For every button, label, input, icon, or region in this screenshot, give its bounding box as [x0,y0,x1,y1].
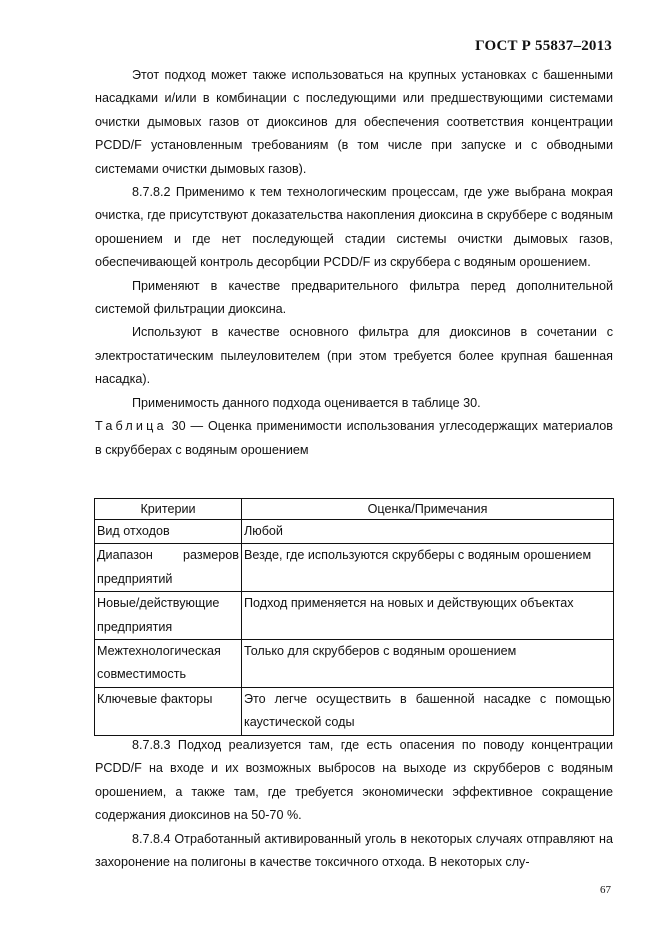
table-cell-criterion: Новые/действующие предприятия [95,592,242,640]
criterion-word: предприятий [97,571,173,586]
paragraph: 8.7.8.3 Подход реализуется там, где есть опасения по поводу концентрации PCDD/F на входе и их возможных выбросов на выходе из скрубберов с водяным орошением, а также там, где требуется экономически эффективное сокращение содержания диоксинов на 50-70 %. [95,738,613,823]
table-cell-note: Любой [242,520,614,544]
paragraph: Этот подход может также использоваться на крупных установках с башенными насадками и/или в комбинации с последующими или предшествующими системами очистки дымовых газов от диоксинов для обеспечения соответствия концентрации PCDD/F установленным требованиям (в том числе при запуске и с обводными системами очистки дымовых газов). [95,68,613,176]
table-header-row [95,499,614,520]
table-cell-note: Это легче осуществить в башенной насадке с помощью каустической соды [242,687,614,735]
table-cell-criterion: Вид отходов [95,520,242,544]
table-row [95,687,614,735]
criterion-line [97,544,239,567]
document-header: ГОСТ Р 55837–2013 [475,38,612,54]
table-caption [95,415,613,462]
table-cell-note: Подход применяется на новых и действующих объектах [242,592,614,640]
paragraph: Применимость данного подхода оценивается в таблице 30. [132,395,481,410]
table-cell-criterion: Межтехнологическая совместимость [95,640,242,688]
paragraph: 8.7.8.2 Применимо к тем технологическим процессам, где уже выбрана мокрая очистка, где присутствуют доказательства накопления диоксина в скруббере с водяным орошением и где нет последующей стадии системы очистки дымовых газов, обеспечивающей контроль десорбции PCDD/F из скруббера с водяным орошением. [95,185,613,270]
table-row [95,544,614,592]
table-header-notes: Оценка/Примечания [242,499,614,520]
body-text-top [95,64,613,462]
table-cell-note: Только для скрубберов с водяным орошением [242,640,614,688]
table-caption-word: Таблица [95,419,167,434]
table-row [95,640,614,688]
evaluation-table [94,498,614,736]
table-row [95,520,614,544]
criterion-word: размеров [182,548,239,563]
table-row [95,592,614,640]
paragraph: Используют в качестве основного фильтра для диоксинов в сочетании с электростатическим пылеуловителем (при этом требуется более крупная башенная насадка). [95,325,613,387]
table-cell-note: Везде, где используются скрубберы с водяным орошением [242,544,614,592]
table-cell-criterion: Ключевые факторы [95,687,242,735]
paragraph: Применяют в качестве предварительного фильтра перед дополнительной системой фильтрации диоксина. [95,278,613,317]
table-cell-criterion [95,544,242,592]
criterion-word: Диапазон [97,548,153,563]
paragraph: 8.7.8.4 Отработанный активированный уголь в некоторых случаях отправляют на захоронение на полигоны в качестве токсичного отхода. В некоторых слу- [95,831,613,870]
table-header-criteria: Критерии [95,499,242,520]
table-caption-text: 30 — Оценка применимости использования углесодержащих материалов в скрубберах с водяным орошением [95,419,613,457]
page-number: 67 [600,884,611,896]
body-text-bottom [95,734,613,874]
